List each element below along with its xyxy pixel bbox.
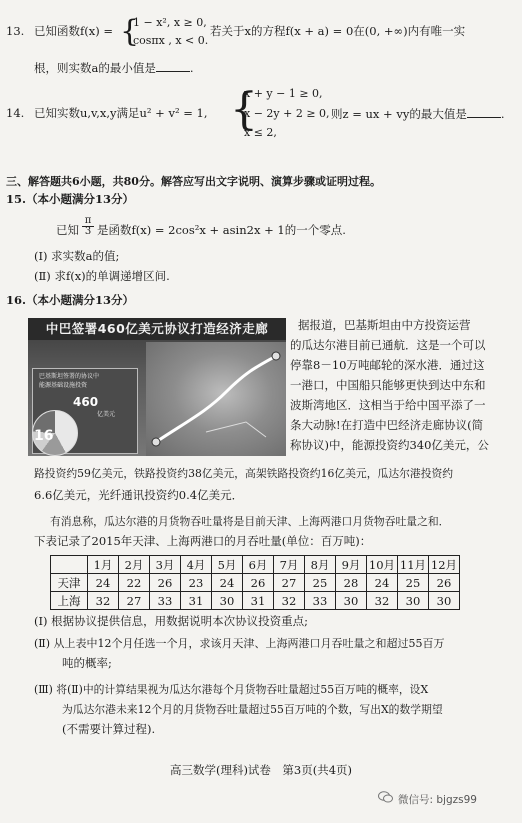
q13-lead: 已知函数f(x) = (34, 24, 114, 38)
watermark: 微信号: bjgzs99 (398, 794, 477, 806)
month-header: 10月 (367, 556, 398, 574)
q13-case1: 1 − x², x ≥ 0, (133, 16, 207, 29)
table-cell: 23 (181, 574, 212, 592)
q16-part2-line2: 吨的概率; (62, 656, 112, 670)
info-panel-line1: 巴基斯坦签署的协议中 (39, 373, 100, 380)
q14-answer-blank (467, 106, 501, 118)
q14-number: 14. (6, 106, 25, 120)
section-heading: 三、解答题共6小题，共80分。解答应写出文字说明、演算步骤或证明过程。 (6, 175, 381, 188)
table-header-row (51, 556, 460, 574)
month-header: 2月 (119, 556, 150, 574)
corridor-route-graphic (146, 342, 286, 456)
q16-right-line-6: 条大动脉!在打造中巴经济走廊协议(简 (290, 418, 484, 432)
q16-right-line-3: 停靠8－10万吨邮轮的深水港．通过这 (290, 358, 485, 372)
q16-part3-line1: (Ⅲ) 将(Ⅱ)中的计算结果视为瓜达尔港每个月货物吞吐量超过55百万吨的概率，设X (34, 683, 429, 696)
month-header: 12月 (429, 556, 460, 574)
table-cell: 27 (119, 592, 150, 610)
q16-para2-line-1: 有消息称，瓜达尔港的月货物吞吐量将是目前天津、上海两港口月货物吞吐量之和． (50, 515, 450, 528)
q16-part3-line3: (不需要计算过程). (62, 722, 156, 736)
table-cell: 22 (119, 574, 150, 592)
table-row (51, 592, 460, 610)
q16-heading: 16.（本小题满分13分） (6, 293, 135, 307)
news-image (28, 318, 286, 456)
q16-full-line-1: 路投资约59亿美元，铁路投资约38亿美元，高架铁路投资约16亿美元，瓜达尔港投资约 (34, 467, 454, 480)
q15-pre: 已知 (56, 223, 79, 237)
table-cell: 27 (274, 574, 305, 592)
q16-part3-line2: 为瓜达尔港未来12个月的月货物吞吐量超过55百万吨的个数，写出X的数学期望 (62, 703, 443, 716)
info-panel-number: 460 (73, 395, 99, 409)
q14-constraint-2: x − 2y + 2 ≥ 0, (244, 107, 330, 120)
q15-heading: 15.（本小题满分13分） (6, 192, 135, 206)
table-cell: 30 (429, 592, 460, 610)
info-panel-line2: 能源基础设施投资 (39, 382, 88, 389)
table-cell: 26 (429, 574, 460, 592)
port-name-cell: 天津 (51, 574, 88, 592)
q14-tail: 则z = ux + vy的最大值是 . (331, 107, 505, 121)
table-cell: 31 (181, 592, 212, 610)
q14-constraint-3: x ≤ 2, (244, 126, 277, 139)
table-cell: 26 (150, 574, 181, 592)
q15-fraction (82, 216, 94, 237)
q16-para2-line-2: 下表记录了2015年天津、上海两港口的月吞吐量(单位：百万吨)： (34, 534, 372, 548)
info-panel-unit: 亿美元 (97, 411, 116, 418)
table-cell: 25 (305, 574, 336, 592)
table-corner-cell (51, 556, 88, 574)
month-header: 9月 (336, 556, 367, 574)
q13-line2: 根，则实数a的最小值是 . (34, 61, 194, 75)
table-cell: 24 (212, 574, 243, 592)
table-cell: 32 (88, 592, 119, 610)
table-cell: 24 (88, 574, 119, 592)
table-cell: 30 (398, 592, 429, 610)
q13-brace: { (120, 14, 140, 49)
q15-part1: (Ⅰ) 求实数a的值; (34, 249, 120, 263)
news-image-title: 中巴签署460亿美元协议打造经济走廊 (28, 318, 286, 340)
q16-right-line-5: 波斯湾地区．这相当于给中国平添了一 (290, 398, 486, 412)
table-cell: 33 (305, 592, 336, 610)
q13-number: 13. (6, 24, 25, 38)
image-number-16: 16 (34, 428, 54, 444)
q16-right-line-4: 一港口，中国船只能够更快到达中东和 (290, 378, 486, 392)
table-cell: 30 (336, 592, 367, 610)
table-cell: 33 (150, 592, 181, 610)
q13-tail: 若关于x的方程f(x + a) = 0在(0, +∞)内有唯一实 (210, 24, 466, 38)
q14-brace: { (230, 84, 258, 135)
table-cell: 30 (212, 592, 243, 610)
month-header: 5月 (212, 556, 243, 574)
table-cell: 32 (274, 592, 305, 610)
q15-stem: 是函数f(x) = 2cos²x + asin2x + 1的一个零点. (97, 223, 346, 237)
table-cell: 32 (367, 592, 398, 610)
month-header: 8月 (305, 556, 336, 574)
month-header: 1月 (88, 556, 119, 574)
q16-right-line-7: 称协议)中，能源投资约340亿美元，公 (290, 438, 489, 452)
port-name-cell: 上海 (51, 592, 88, 610)
q14-lead: 已知实数u,v,x,y满足u² + v² = 1, (34, 106, 208, 120)
q16-part1: (Ⅰ) 根据协议提供信息，用数据说明本次协议投资重点; (34, 614, 309, 628)
month-header: 4月 (181, 556, 212, 574)
month-header: 6月 (243, 556, 274, 574)
table-row (51, 574, 460, 592)
wechat-icon (378, 791, 393, 803)
q13-case2: cosπx , x < 0. (133, 34, 209, 47)
q15-frac-den: 3 (84, 226, 92, 237)
table-cell: 25 (398, 574, 429, 592)
q13-answer-blank (156, 60, 190, 72)
q16-full-line-2: 6.6亿美元，光纤通讯投资约0.4亿美元． (34, 488, 244, 502)
q14-constraint-1: x + y − 1 ≥ 0, (244, 87, 323, 100)
q16-right-line-2: 的瓜达尔港目前已通航．这是一个可以 (290, 338, 486, 352)
table-cell: 31 (243, 592, 274, 610)
table-cell: 28 (336, 574, 367, 592)
q13-line2-text: 根，则实数a的最小值是 (34, 61, 156, 75)
table-cell: 24 (367, 574, 398, 592)
q16-right-line-1: 据报道，巴基斯坦由中方投资运营 (298, 318, 471, 332)
q16-part2-line1: (Ⅱ) 从上表中12个月任选一个月，求该月天津、上海两港口月吞吐量之和超过55百万 (34, 637, 445, 650)
q15-frac-num: π (82, 216, 94, 227)
q15-part2: (Ⅱ) 求f(x)的单调递增区间. (34, 269, 170, 283)
table-cell: 26 (243, 574, 274, 592)
month-header: 3月 (150, 556, 181, 574)
page-footer: 高三数学(理科)试卷 第3页(共4页) (169, 763, 353, 777)
throughput-table (50, 555, 460, 610)
month-header: 7月 (274, 556, 305, 574)
month-header: 11月 (398, 556, 429, 574)
q14-tail-text: 则z = ux + vy的最大值是 (331, 107, 467, 121)
